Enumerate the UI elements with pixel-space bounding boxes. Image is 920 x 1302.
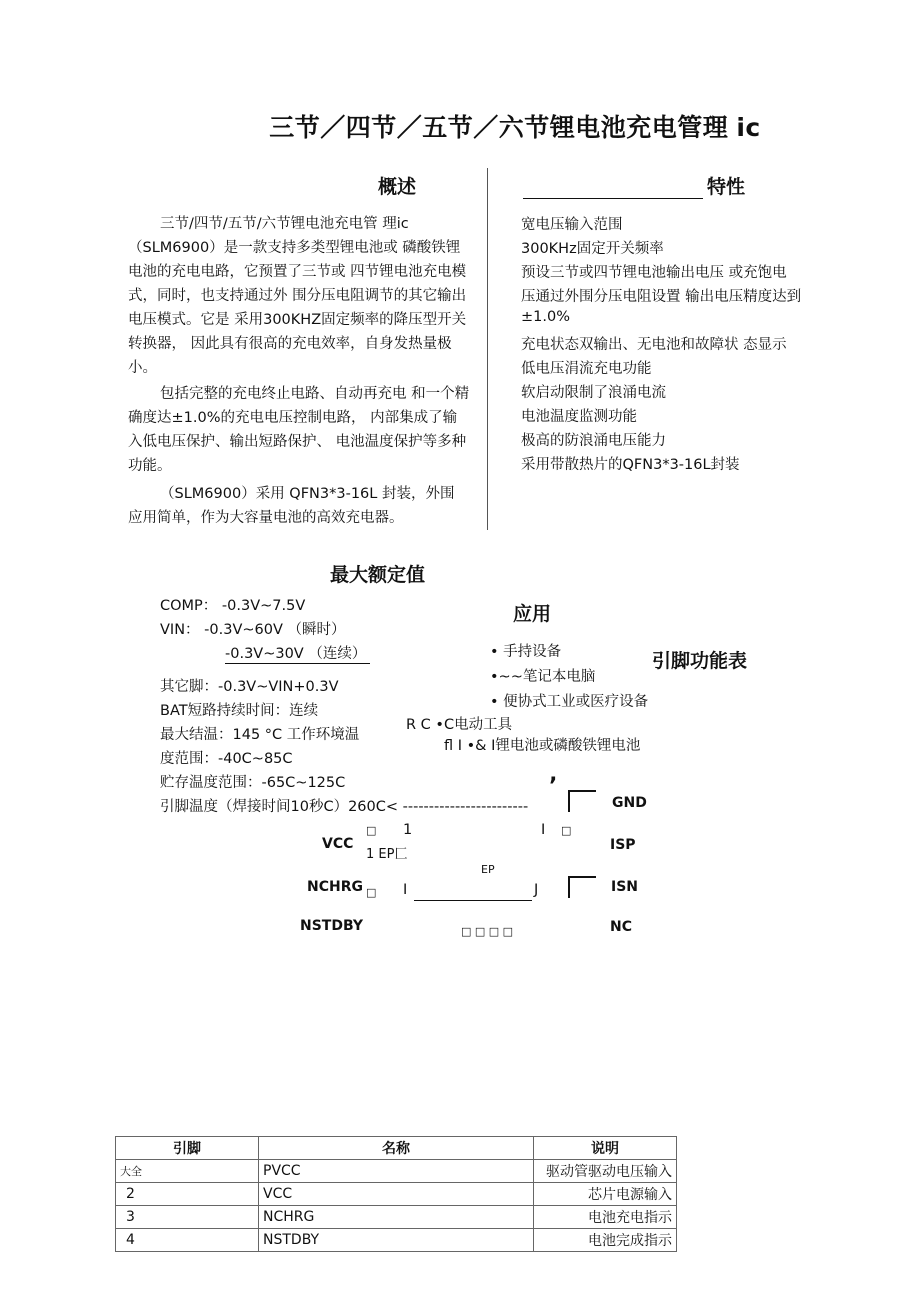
pin-boxes: □ □ □ □ [461,925,514,938]
pin-description: 芯片电源输入 [534,1183,677,1206]
overview-paragraph-2: 包括完整的充电终止电路、自动再充电 和一个精确度达±1.0%的充电电压控制电路， 内部集成了输入低电压保护、输出短路保护、 电池温度保护等多种功能。 [128,386,470,474]
pin-name: VCC [259,1183,534,1206]
small-box: □ [366,824,377,837]
feature-item: 极高的防浪涌电压能力 [521,433,666,449]
pin-label-nchrg: NCHRG [307,879,363,895]
feature-item: 压通过外围分压电阻设置 输出电压精度达到 [521,289,802,305]
pin-label-gnd: GND [612,795,647,811]
pin-number: 3 [116,1206,259,1229]
pin-number: 2 [116,1183,259,1206]
ep-center-label: EP [481,863,495,876]
application-extra: fl I •& I锂电池或磷酸铁锂电池 [444,738,641,754]
rating-line: 贮存温度范围：-65C~125C [160,775,346,791]
application-item: • 手持设备 [490,644,562,660]
rating-line: -0.3V~30V （连续） [225,645,370,664]
rating-line: 最大结温：145 °C 工作环境温 [160,727,360,743]
title-main: 三节／四节／五节／六节锂电池充电管理 [269,113,729,142]
column-header: 引脚 [116,1137,259,1160]
ratings-heading: 最大额定值 [330,564,426,586]
application-item: • 便协式工业或医疗设备 [490,694,649,710]
pin-label-nc: NC [610,919,632,935]
rating-line: COMP： -0.3V~7.5V [160,598,306,614]
rating-line: BAT短路持续时间：连续 [160,703,319,719]
features-underline [523,180,703,199]
table-row [116,1206,677,1229]
feature-item: 电池温度监测功能 [521,409,637,425]
pin-number: 4 [116,1229,259,1252]
ep-left-label: 1 EP匚 [366,847,408,862]
title-suffix: ic [736,113,761,142]
pin-number: 大全 [116,1160,259,1183]
table-header-row [116,1137,677,1160]
rating-line: 其它脚：-0.3V~VIN+0.3V [160,679,339,695]
feature-item: 软启动限制了浪涌电流 [521,385,666,401]
pin-label-nstdby: NSTDBY [300,918,364,934]
pin-label-isn: ISN [611,879,639,895]
pin-name: NCHRG [259,1206,534,1229]
pin-name: NSTDBY [259,1229,534,1252]
rating-line: VIN： -0.3V~60V （瞬时） [160,622,346,638]
overview-heading: 概述 [378,176,417,198]
pin-label-isp: ISP [610,837,636,853]
overview-paragraph-3: （SLM6900）采用 QFN3*3-16L 封装，外围 应用简单，作为大容量电池的高效充电器。 [128,486,455,526]
diagram-mark-i: I [541,822,546,838]
pin-bracket-gnd [568,790,596,812]
rating-line: 引脚温度（焊接时间10秒C）260C< ------------------------ [160,799,529,815]
column-header: 说明 [534,1137,677,1160]
table-row [116,1160,677,1183]
feature-item: 预设三节或四节锂电池输出电压 或充饱电 [521,265,787,281]
pin-description: 电池完成指示 [534,1229,677,1252]
feature-item: 低电压涓流充电功能 [521,361,652,377]
feature-item: 宽电压输入范围 [521,217,623,233]
feature-item: 充电状态双输出、无电池和故障状 态显示 [521,337,787,353]
diagram-num-1: 1 [403,822,413,838]
pin-function-heading: 引脚功能表 [652,650,748,672]
column-divider [487,168,488,530]
pin-description: 驱动管驱动电压输入 [534,1160,677,1183]
column-header: 名称 [259,1137,534,1160]
feature-item: 采用带散热片的QFN3*3-16L封装 [521,457,740,473]
application-heading: 应用 [513,603,552,625]
page-title [0,108,920,144]
pin-table [115,1136,677,1252]
ep-line [414,900,532,901]
pin-name: PVCC [259,1160,534,1183]
feature-item: 300KHz固定开关频率 [521,241,664,257]
diagram-j-mark: J [534,882,539,898]
features-heading-text: 特性 [707,176,746,198]
diagram-i-line-mark: I [403,882,408,898]
application-item: •~~笔记本电脑 [490,669,596,685]
small-box: □ [366,886,377,899]
application-extra: R C •C电动工具 [406,717,513,733]
overview-paragraph-1: 三节/四节/五节/六节锂电池充电管 理ic （SLM6900）是一款支持多类型锂电池或 磷酸铁锂电池的充电电路，它预置了三节或 四节锂电池充电模式，同时，也支持通过外 围分压电阻调节的其它输出电压模式。它是 采用300KHZ固定频率的降压型开关转换器， 因此具有很高的充电效率，自身发热量极小。 [128,216,467,376]
features-heading [523,172,745,199]
table-row [116,1183,677,1206]
diagram-comma: ’ [549,774,558,799]
table-row [116,1229,677,1252]
pin-label-vcc: VCC [322,836,354,852]
feature-item: ±1.0% [521,309,570,325]
pin-description: 电池充电指示 [534,1206,677,1229]
rating-line: 度范围：-40C~85C [160,751,293,767]
small-box: □ [561,824,572,837]
pin-bracket-isn [568,876,596,898]
